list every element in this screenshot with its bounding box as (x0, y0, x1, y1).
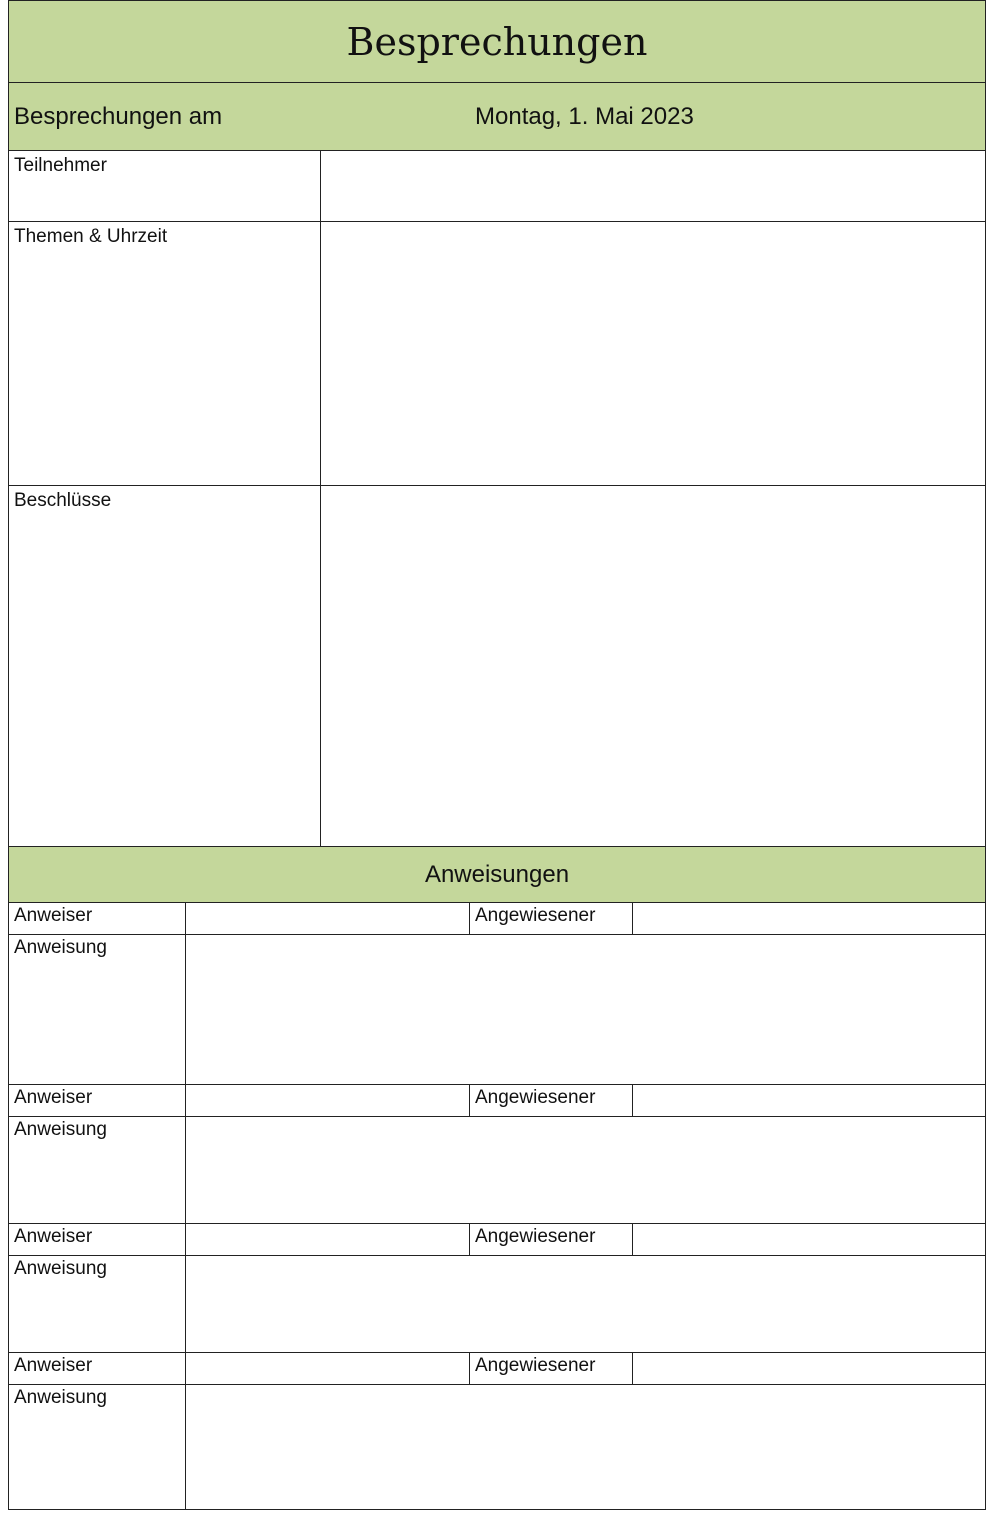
instruction-issuer-label: Anweiser (8, 1223, 186, 1256)
instructions-header: Anweisungen (8, 846, 986, 903)
instruction-text-field[interactable] (185, 934, 986, 1085)
meeting-date-value[interactable]: Montag, 1. Mai 2023 (475, 102, 694, 130)
instruction-text-field[interactable] (185, 1116, 986, 1224)
participants-field[interactable] (320, 150, 986, 222)
instruction-text-label: Anweisung (8, 1116, 186, 1224)
instruction-assignee-label: Angewiesener (469, 1223, 633, 1256)
instruction-assignee-field[interactable] (632, 1084, 986, 1117)
instruction-text-label: Anweisung (8, 934, 186, 1085)
instruction-issuer-field[interactable] (185, 1084, 470, 1117)
instruction-text-label: Anweisung (8, 1255, 186, 1353)
instruction-text-label: Anweisung (8, 1384, 186, 1510)
meeting-date-label: Besprechungen am (14, 102, 223, 130)
participants-label: Teilnehmer (8, 150, 321, 222)
decisions-label: Beschlüsse (8, 485, 321, 847)
topics-label: Themen & Uhrzeit (8, 221, 321, 486)
instruction-assignee-label: Angewiesener (469, 1352, 633, 1385)
instruction-issuer-field[interactable] (185, 1223, 470, 1256)
instruction-issuer-label: Anweiser (8, 1084, 186, 1117)
instruction-issuer-label: Anweiser (8, 902, 186, 935)
instruction-assignee-label: Angewiesener (469, 1084, 633, 1117)
topics-field[interactable] (320, 221, 986, 486)
instruction-assignee-label: Angewiesener (469, 902, 633, 935)
decisions-field[interactable] (320, 485, 986, 847)
instruction-assignee-field[interactable] (632, 1352, 986, 1385)
instruction-text-field[interactable] (185, 1384, 986, 1510)
instruction-text-field[interactable] (185, 1255, 986, 1353)
instruction-assignee-field[interactable] (632, 902, 986, 935)
page-title: Besprechungen (8, 0, 986, 83)
instruction-issuer-field[interactable] (185, 902, 470, 935)
instruction-issuer-label: Anweiser (8, 1352, 186, 1385)
instruction-issuer-field[interactable] (185, 1352, 470, 1385)
meeting-date-row (8, 82, 986, 151)
instruction-assignee-field[interactable] (632, 1223, 986, 1256)
